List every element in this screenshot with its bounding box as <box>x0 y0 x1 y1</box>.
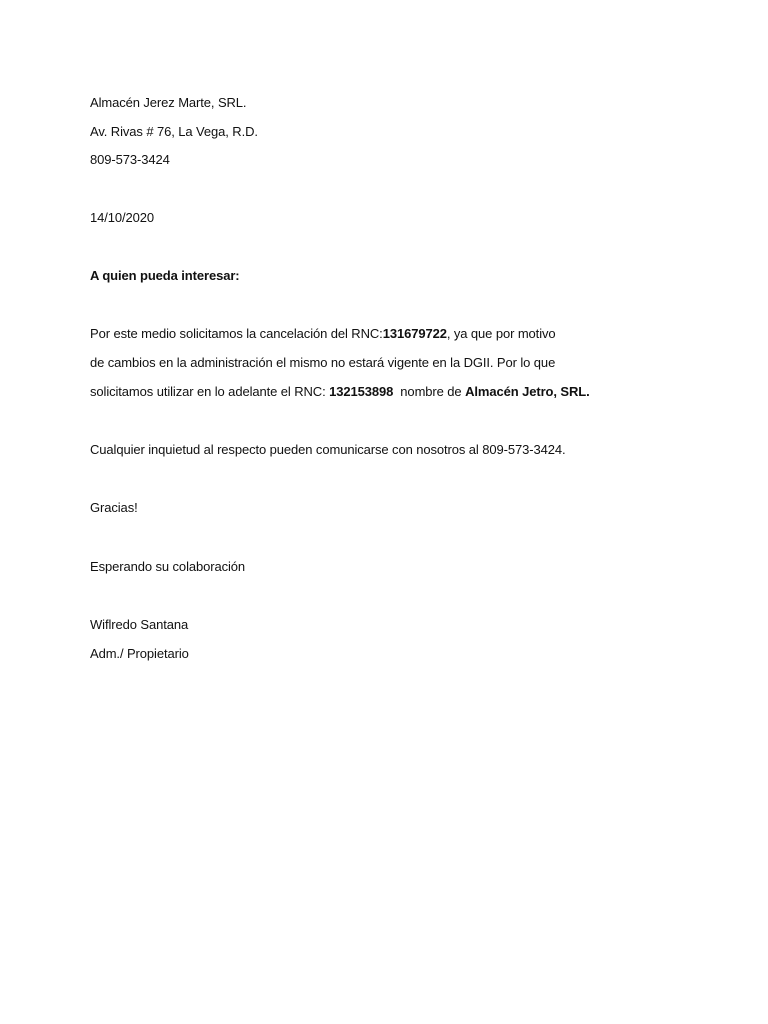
old-rnc-number: 131679722 <box>382 326 447 341</box>
thanks-line: Gracias! <box>90 500 138 515</box>
body-paragraph-1-line-2: de cambios en la administración el mismo no estará vigente en la DGII. Por lo que <box>90 355 556 370</box>
salutation: A quien pueda interesar: <box>90 268 240 283</box>
body-paragraph-1-line-1 <box>90 326 556 342</box>
closing-line: Esperando su colaboración <box>90 559 246 574</box>
sender-address: Av. Rivas # 76, La Vega, R.D. <box>90 124 258 139</box>
letter-date: 14/10/2020 <box>90 210 155 225</box>
signature-title: Adm./ Propietario <box>90 646 189 661</box>
signature-name: Wiflredo Santana <box>90 617 189 632</box>
body-text: Por este medio solicitamos la cancelación del RNC: <box>90 326 383 341</box>
sender-company: Almacén Jerez Marte, SRL. <box>90 95 247 110</box>
new-company-name: Almacén Jetro, SRL. <box>465 384 590 399</box>
body-text: solicitamos utilizar en lo adelante el RNC: <box>90 384 330 399</box>
new-rnc-number: 132153898 <box>329 384 394 399</box>
body-text: nombre de <box>393 384 466 399</box>
body-text: , ya que por motivo <box>446 326 556 341</box>
body-paragraph-1-line-3 <box>90 384 590 400</box>
sender-phone: 809-573-3424 <box>90 152 170 167</box>
body-paragraph-2: Cualquier inquietud al respecto pueden comunicarse con nosotros al 809-573-3424. <box>90 442 566 457</box>
